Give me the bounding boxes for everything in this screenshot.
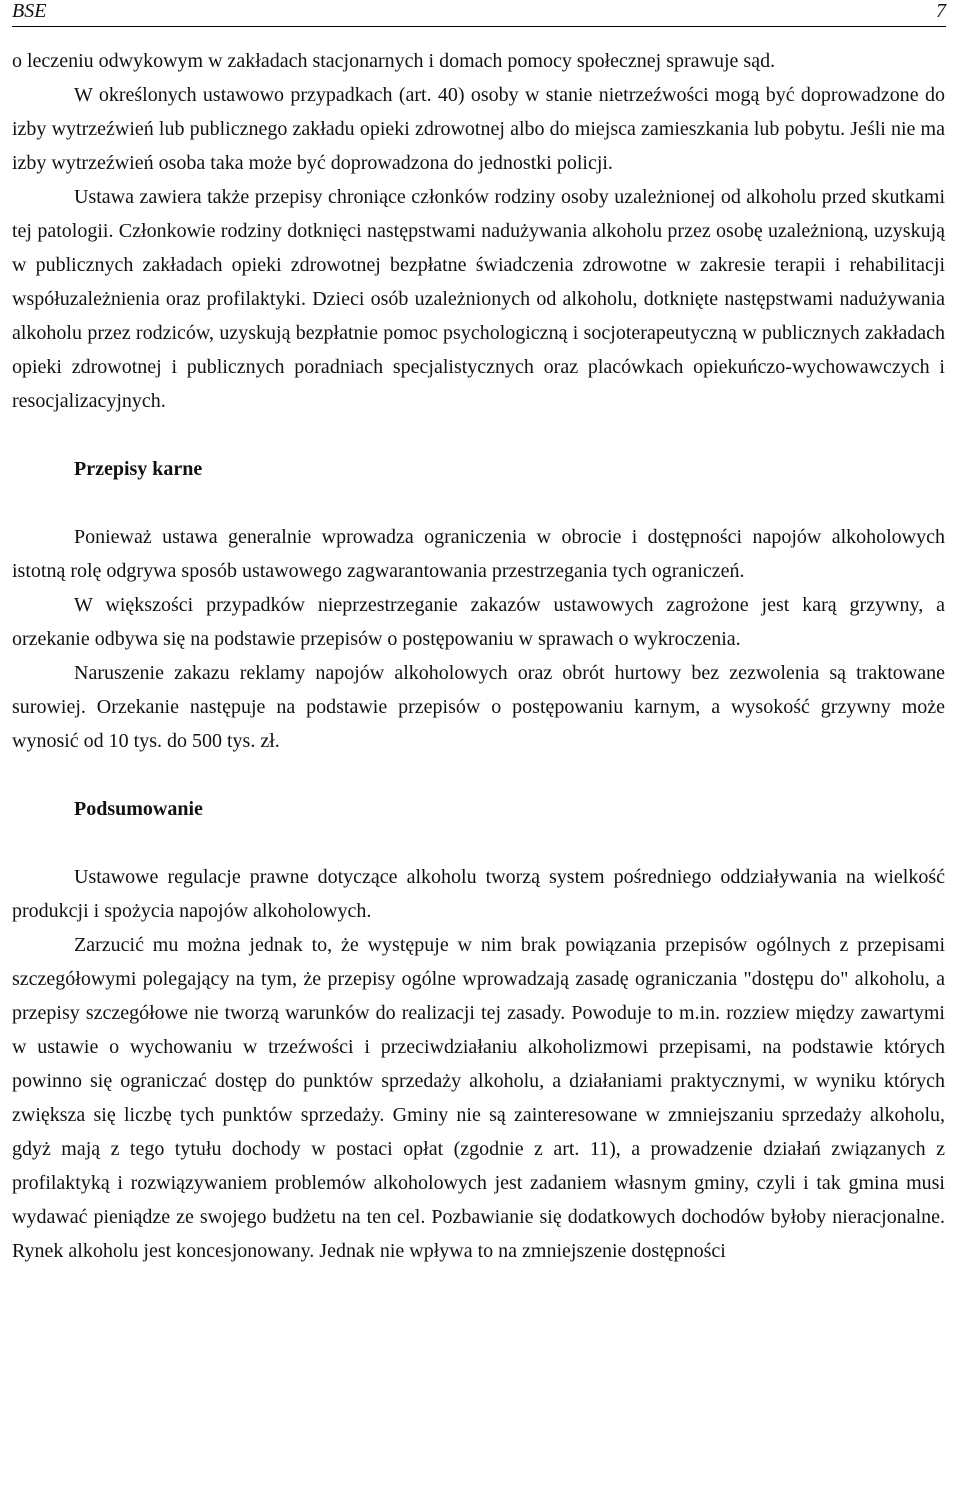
body-paragraph: o leczeniu odwykowym w zakładach stacjonarnych i domach pomocy społecznej sprawuje sąd.	[12, 50, 776, 72]
header-journal-abbrev: BSE	[12, 0, 47, 22]
body-paragraph: Zarzucić mu można jednak to, że występuje w nim brak powiązania przepisów ogólnych z przepisami szczegółowymi polegający na tym, że przepisy ogólne wprowadzają zasadę ograniczania "dostępu do" alkoholu, a przepisy szczegółowe nie tworzą warunków do realizacji tej zasady. Powoduje to m.in. rozziew między zawartymi w ustawie o wychowaniu w trzeźwości i przeciwdziałaniu alkoholizmowi przepisami, na podstawie których powinno się ograniczać dostęp do punktów sprzedaży alkoholu, a działaniami praktycznymi, w wyniku których zwiększa się liczbę tych punktów sprzedaży. Gminy nie są zainteresowane w zmniejszaniu sprzedaży alkoholu, gdyż mają z tego tytułu dochody w postaci opłat (zgodnie z art. 11), a prowadzenie działań związanych z profilaktyką i rozwiązywaniem problemów alkoholowych jest zadaniem własnym gminy, czyli i tak gmina musi wydawać pieniądze ze swojego budżetu na ten cel. Pozbawianie się dodatkowych dochodów byłoby nieracjonalne. Rynek alkoholu jest koncesjonowany. Jednak nie wpływa to na zmniejszenie dostępności	[12, 934, 945, 1262]
body-paragraph: Ustawowe regulacje prawne dotyczące alkoholu tworzą system pośredniego oddziaływania na wielkość produkcji i spożycia napojów alkoholowych.	[12, 866, 945, 922]
body-paragraph: Ustawa zawiera także przepisy chroniące członków rodziny osoby uzależnionej od alkoholu przed skutkami tej patologii. Członkowie rodziny dotknięci następstwami nadużywania alkoholu przez osobę uzależnioną, uzyskują w publicznych zakładach opieki zdrowotnej bezpłatne świadczenia zdrowotne w zakresie terapii i rehabilitacji współuzależnienia oraz profilaktyki. Dzieci osób uzależnionych od alkoholu, dotknięte następstwami nadużywania alkoholu przez rodziców, uzyskują bezpłatnie pomoc psychologiczną i socjoterapeutyczną w publicznych zakładach opieki zdrowotnej i publicznych poradniach specjalistycznych oraz placówkach opiekuńczo-wychowawczych i resocjalizacyjnych.	[12, 186, 945, 412]
body-paragraph: Naruszenie zakazu reklamy napojów alkoholowych oraz obrót hurtowy bez zezwolenia są traktowane surowiej. Orzekanie następuje na podstawie przepisów o postępowaniu karnym, a wysokość grzywny może wynosić od 10 tys. do 500 tys. zł.	[12, 662, 945, 752]
running-header	[12, 0, 946, 27]
page-body	[12, 44, 945, 1268]
section-heading-summary: Podsumowanie	[74, 798, 203, 820]
section-heading-penal: Przepisy karne	[74, 458, 203, 480]
body-paragraph: W określonych ustawowo przypadkach (art. 40) osoby w stanie nietrzeźwości mogą być doprowadzone do izby wytrzeźwień lub publicznego zakładu opieki zdrowotnej albo do miejsca zamieszkania lub pobytu. Jeśli nie ma izby wytrzeźwień osoba taka może być doprowadzona do jednostki policji.	[12, 84, 945, 174]
page-number: 7	[936, 0, 946, 22]
body-paragraph: W większości przypadków nieprzestrzeganie zakazów ustawowych zagrożone jest karą grzywny, a orzekanie odbywa się na podstawie przepisów o postępowaniu w sprawach o wykroczenia.	[12, 594, 945, 650]
body-paragraph: Ponieważ ustawa generalnie wprowadza ograniczenia w obrocie i dostępności napojów alkoholowych istotną rolę odgrywa sposób ustawowego zagwarantowania przestrzegania tych ograniczeń.	[12, 526, 945, 582]
